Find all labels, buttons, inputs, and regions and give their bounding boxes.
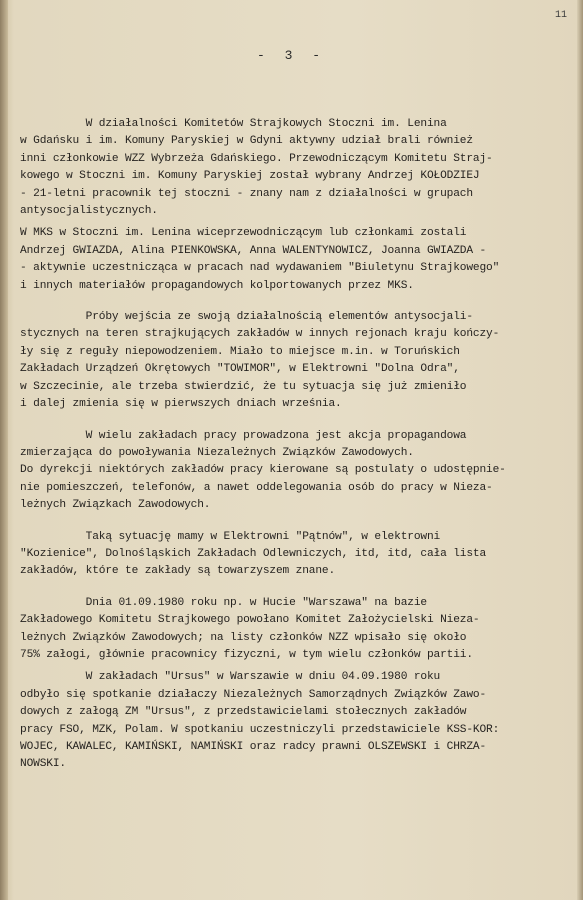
text-line: ły się z reguły niepowodzeniem. Miało to miejsce m.in. w Toruńskich xyxy=(20,345,460,358)
document-body xyxy=(20,116,568,788)
text-line: zmierzająca do powoływania Niezależnych Związków Zawodowych. xyxy=(20,446,414,459)
page-left-edge xyxy=(0,0,8,900)
paragraph xyxy=(20,116,568,220)
paragraph xyxy=(20,595,568,665)
text-line: dowych z załogą ZM "Ursus", z przedstawicielami stołecznych zakładów xyxy=(20,706,467,719)
text-line: w Szczecinie, ale trzeba stwierdzić, że tu sytuacja się już zmieniło xyxy=(20,380,467,393)
text-line: - 21-letni pracownik tej stoczni - znany nam z działalności w grupach xyxy=(20,187,473,200)
text-line: - aktywnie uczestnicząca w pracach nad wydawaniem "Biuletynu Strajkowego" xyxy=(20,262,500,275)
text-line: nie pomieszczeń, telefonów, a nawet oddelegowania osób do pracy w Nieza- xyxy=(20,481,493,494)
text-line: leżnych Związków Zawodowych; na listy członków NZZ wpisało się około xyxy=(20,631,467,644)
text-line: Andrzej GWIAZDA, Alina PIENKOWSKA, Anna WALENTYNOWICZ, Joanna GWIAZDA - xyxy=(20,244,487,257)
text-line: i dalej zmienia się w pierwszych dniach września. xyxy=(20,398,342,411)
text-line: Do dyrekcji niektórych zakładów pracy kierowane są postulaty o udostępnie- xyxy=(20,464,506,477)
text-line: Próby wejścia ze swoją działalnością elementów antysocjali- xyxy=(20,311,473,324)
text-line: kowego w Stoczni im. Komuny Paryskiej został wybrany Andrzej KOŁODZIEJ xyxy=(20,170,480,183)
text-line: inni członkowie WZZ Wybrzeża Gdańskiego. Przewodniczącym Komitetu Straj- xyxy=(20,152,493,165)
text-line: w Gdańsku i im. Komuny Paryskiej w Gdyni aktywny udział brali również xyxy=(20,135,473,148)
text-line: antysocjalistycznych. xyxy=(20,205,158,218)
page-right-edge xyxy=(577,0,583,900)
text-line: "Kozienice", Dolnośląskich Zakładach Odlewniczych, itd, itd, cała lista xyxy=(20,547,487,560)
text-line: 75% załogi, głównie pracownicy fizyczni, w tym wielu członków partii. xyxy=(20,648,473,661)
text-line: i innych materiałów propagandowych kolportowanych przez MKS. xyxy=(20,279,414,292)
text-line: WOJEC, KAWALEC, KAMIŃSKI, NAMIŃSKI oraz radcy prawni OLSZEWSKI i CHRZA- xyxy=(20,741,487,753)
text-line: W zakładach "Ursus" w Warszawie w dniu 04.09.1980 roku xyxy=(20,671,441,684)
text-line: zakładów, które te zakłady są towarzyszem znane. xyxy=(20,565,336,578)
paragraph xyxy=(20,225,568,295)
text-line: W MKS w Stoczni im. Lenina wiceprzewodniczącym lub członkami zostali xyxy=(20,227,467,240)
text-line: pracy FSO, MZK, Polam. W spotkaniu uczestniczyli przedstawiciele KSS-KOR: xyxy=(20,723,500,736)
paragraph xyxy=(20,669,568,773)
text-line: W działalności Komitetów Strajkowych Stoczni im. Lenina xyxy=(20,118,447,130)
text-line: Zakładowego Komitetu Strajkowego powołano Komitet Założycielski Nieza- xyxy=(20,614,480,627)
text-line: Zakładach Urządzeń Okrętowych "TOWIMOR", w Elektrowni "Dolna Odra", xyxy=(20,363,460,376)
corner-page-mark: 11 xyxy=(554,10,567,21)
text-line: Taką sytuację mamy w Elektrowni "Pątnów", w elektrowni xyxy=(20,530,441,543)
paragraph xyxy=(20,529,568,581)
text-line: odbyło się spotkanie działaczy Niezależnych Samorządnych Związków Zawo- xyxy=(20,688,487,701)
paragraph xyxy=(20,309,568,413)
page-number: - 3 - xyxy=(256,48,326,63)
text-line: NOWSKI. xyxy=(20,758,66,771)
text-line: leżnych Związkach Zawodowych. xyxy=(20,499,211,512)
paragraph xyxy=(20,428,568,515)
text-line: W wielu zakładach pracy prowadzona jest akcja propagandowa xyxy=(20,429,467,442)
text-line: stycznych na teren strajkujących zakładów w innych rejonach kraju kończy- xyxy=(20,328,500,341)
text-line: Dnia 01.09.1980 roku np. w Hucie "Warszawa" na bazie xyxy=(20,596,427,609)
